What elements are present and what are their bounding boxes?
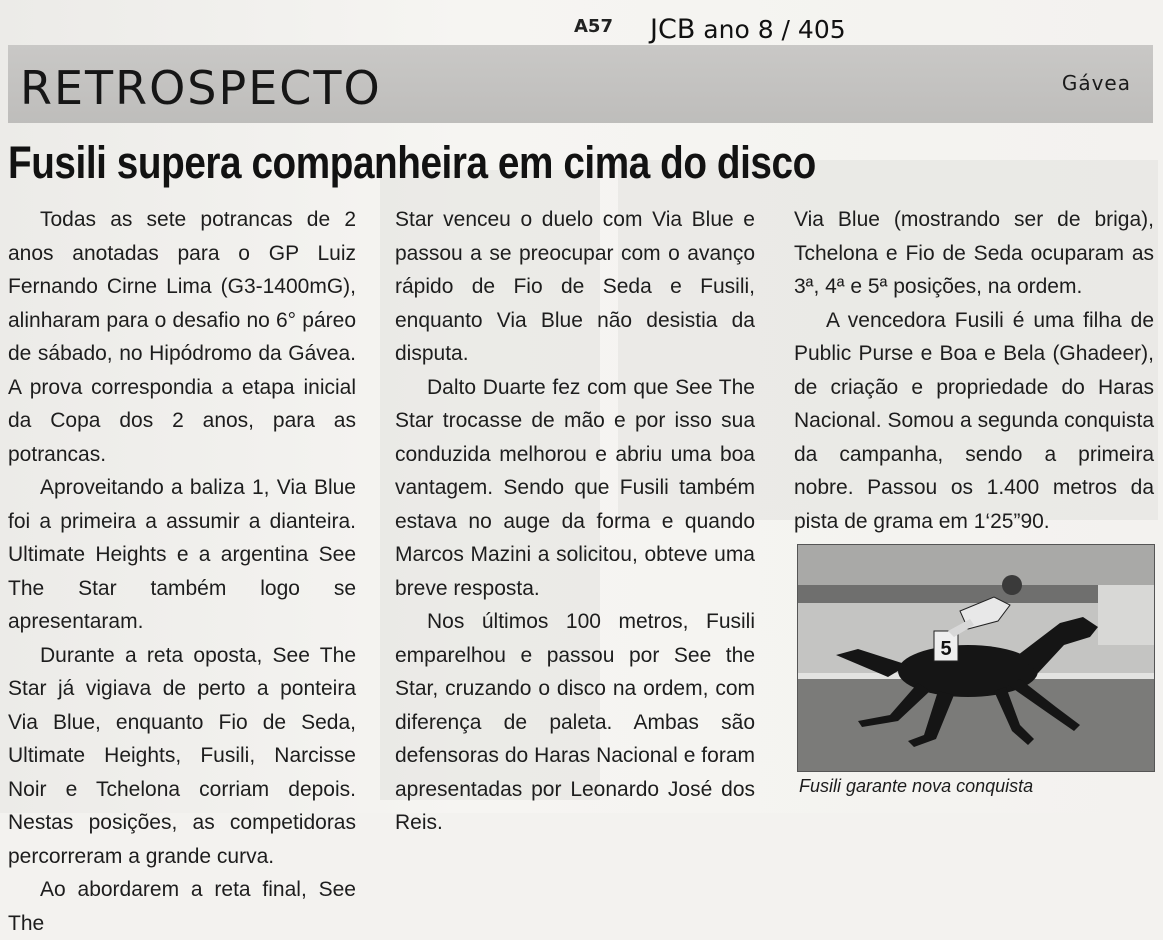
paragraph: Dalto Duarte fez com que See The Star trocasse de mão e por isso sua conduzida melhorou e abriu uma boa vantagem. Sendo que Fusili também estava no auge da forma e quando Marcos Mazini a solicitou, obteve uma breve resposta. (395, 375, 755, 600)
paragraph: Nos últimos 100 metros, Fusili emparelhou e passou por See the Star, cruzando o disco na ordem, com diferença de paleta. Ambas são defensoras do Haras Nacional e foram apresentadas por Leonardo José dos Reis. (395, 610, 755, 834)
section-location: Gávea (1061, 71, 1131, 95)
issue-number: ano 8 / 405 (703, 15, 846, 44)
article-headline: Fusili supera companheira em cima do disco (8, 137, 816, 188)
section-title: RETROSPECTO (20, 61, 382, 115)
paragraph: Ao abordarem a reta final, See The (8, 878, 356, 935)
publication-name: JCB (650, 14, 696, 45)
paragraph: Via Blue (mostrando ser de briga), Tchelona e Fio de Seda ocuparam as 3ª, 4ª e 5ª posições, na ordem. (794, 208, 1154, 298)
paragraph: A vencedora Fusili é uma filha de Public Purse e Boa e Bela (Ghadeer), de criação e propriedade do Haras Nacional. Somou a segunda conquista da campanha, sendo a primeira nobre. Passou os 1.400 metros da pista de grama em 1‘25”90. (794, 308, 1154, 533)
paragraph: Todas as sete potrancas de 2 anos anotadas para o GP Luiz Fernando Cirne Lima (G3-1400mG), alinharam para o desafio no 6° páreo de sábado, no Hipódromo da Gávea. A prova correspondia a etapa inicial da Copa dos 2 anos, para as potrancas. (8, 208, 356, 466)
paragraph: Star venceu o duelo com Via Blue e passou a se preocupar com o avanço rápido de Fio de Seda e Fusili, enquanto Via Blue não desistia da disputa. (395, 208, 755, 365)
article-column-3 (794, 203, 1154, 538)
photo-caption: Fusili garante nova conquista (799, 776, 1034, 796)
race-photo (797, 544, 1155, 772)
paragraph: Aproveitando a baliza 1, Via Blue foi a primeira a assumir a dianteira. Ultimate Heights e a argentina See The Star também logo se apresentaram. (8, 476, 356, 633)
paragraph: Durante a reta oposta, See The Star já vigiava de perto a ponteira Via Blue, enquanto Fio de Seda, Ultimate Heights, Fusili, Narcisse Noir e Tchelona corriam depois. Nestas posições, as competidoras percorreram a grande curva. (8, 643, 356, 868)
page-reference: A57 (574, 16, 613, 37)
saddle-cloth-number: 5 (940, 638, 952, 660)
issue-label (650, 14, 846, 45)
article-column-1 (8, 203, 356, 940)
section-banner (8, 45, 1153, 123)
article-column-2 (395, 203, 755, 840)
horse-racing-illustration (798, 545, 1154, 771)
